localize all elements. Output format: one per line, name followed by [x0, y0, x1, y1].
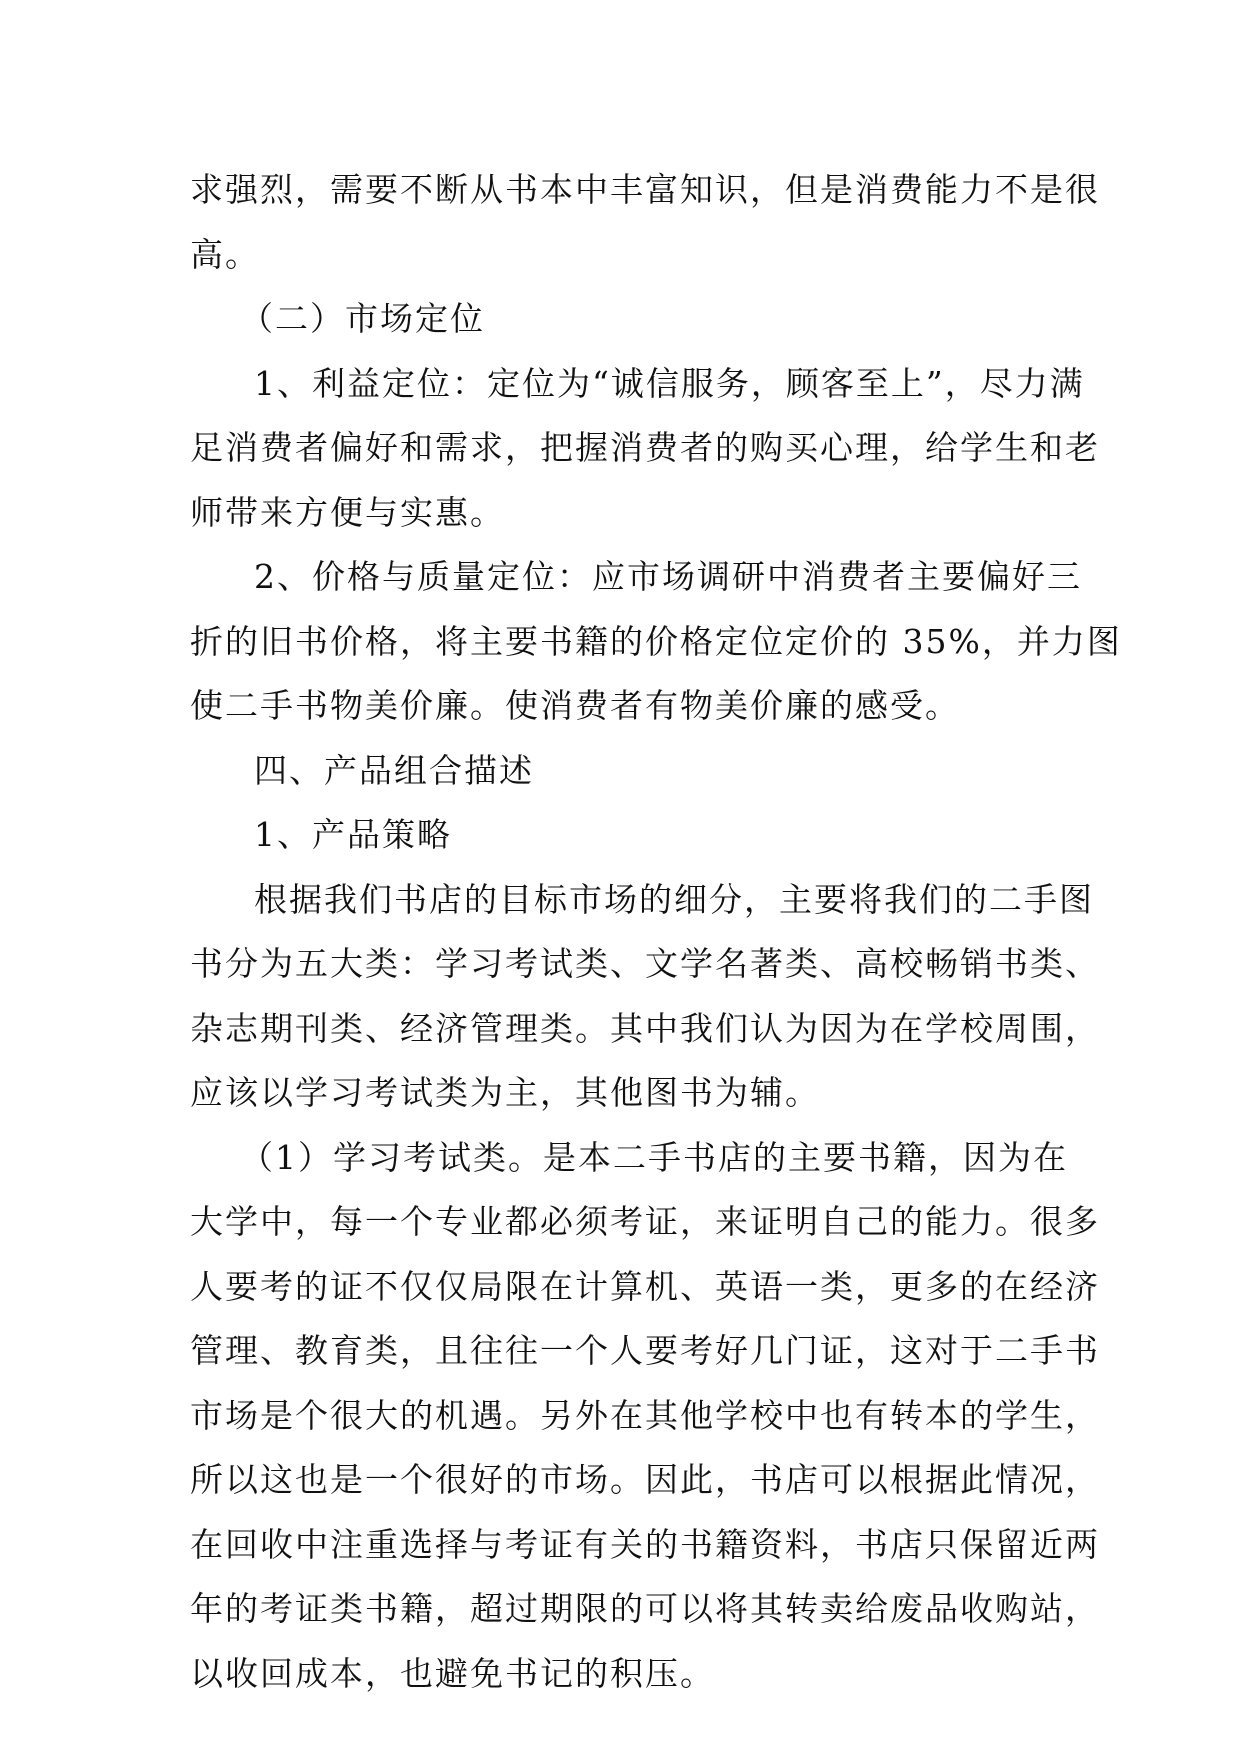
text-line: 以收回成本，也避免书记的积压。 — [190, 1653, 715, 1693]
text-line: 市场是个很大的机遇。另外在其他学校中也有转本的学生， — [190, 1395, 1100, 1435]
subsection-heading: 1、产品策略 — [254, 815, 452, 854]
text-line: 高。 — [190, 234, 260, 274]
text-line: 所以这也是一个很好的市场。因此，书店可以根据此情况， — [190, 1460, 1100, 1499]
text-line: 管理、教育类，且往往一个人要考好几门证，这对于二手书 — [190, 1331, 1100, 1370]
section-heading: 四、产品组合描述 — [254, 750, 534, 790]
text-line: 应该以学习考试类为主，其他图书为辅。 — [190, 1073, 820, 1112]
text-line: 求强烈，需要不断从书本中丰富知识，但是消费能力不是很 — [190, 170, 1100, 209]
paragraph-start-line: 根据我们书店的目标市场的细分，主要将我们的二手图 — [254, 879, 1094, 919]
paragraph-start-line: 1、利益定位：定位为“诚信服务，顾客至上”，尽力满 — [254, 363, 1085, 403]
text-line: 书分为五大类：学习考试类、文学名著类、高校畅销书类、 — [190, 944, 1100, 983]
text-line: 大学中，每一个专业都必须考证，来证明自己的能力。很多 — [190, 1202, 1100, 1241]
text-line: 师带来方便与实惠。 — [190, 492, 505, 532]
document-body — [190, 158, 1122, 1706]
text-line: 折的旧书价格，将主要书籍的价格定位定价的 35%，并力图 — [190, 621, 1122, 661]
paragraph-start-line: （1）学习考试类。是本二手书店的主要书籍，因为在 — [240, 1137, 1068, 1177]
paragraph-start-line: 2、价格与质量定位：应市场调研中消费者主要偏好三 — [254, 557, 1082, 596]
text-line: 在回收中注重选择与考证有关的书籍资料，书店只保留近两 — [190, 1524, 1100, 1564]
text-line: 使二手书物美价廉。使消费者有物美价廉的感受。 — [190, 686, 960, 725]
text-line: 足消费者偏好和需求，把握消费者的购买心理，给学生和老 — [190, 428, 1100, 467]
text-line: 人要考的证不仅仅局限在计算机、英语一类，更多的在经济 — [190, 1266, 1100, 1306]
section-heading: （二）市场定位 — [240, 299, 485, 338]
text-line: 杂志期刊类、经济管理类。其中我们认为因为在学校周围， — [190, 1008, 1100, 1048]
text-line: 年的考证类书籍，超过期限的可以将其转卖给废品收购站， — [190, 1589, 1100, 1628]
